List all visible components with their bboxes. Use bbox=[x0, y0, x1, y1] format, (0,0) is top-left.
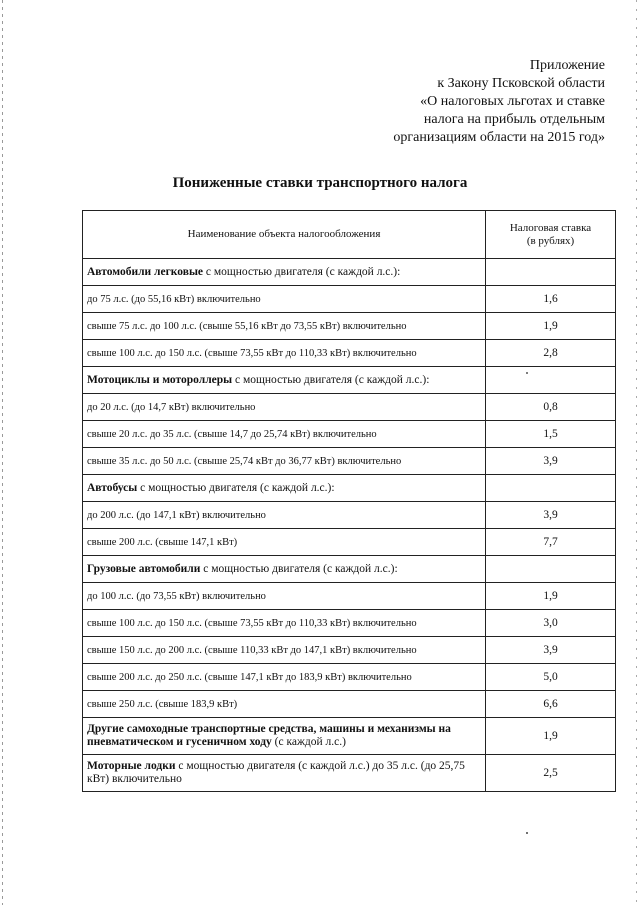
category-note: с мощностью двигателя (с каждой л.с.): bbox=[203, 265, 401, 278]
category-name: Автобусы bbox=[87, 481, 138, 494]
table-row bbox=[83, 664, 616, 691]
table-row bbox=[83, 529, 616, 556]
category-cell bbox=[83, 475, 486, 502]
object-cell: до 75 л.с. (до 55,16 кВт) включительно bbox=[83, 286, 486, 313]
table-row bbox=[83, 421, 616, 448]
category-cell bbox=[83, 367, 486, 394]
table-row bbox=[83, 691, 616, 718]
table-row bbox=[83, 448, 616, 475]
category-note: с мощностью двигателя (с каждой л.с.): bbox=[137, 481, 335, 494]
scan-speck bbox=[526, 372, 528, 374]
appendix-line: Приложение bbox=[529, 58, 605, 73]
table-row bbox=[83, 610, 616, 637]
appendix-line: к Закону Псковской области bbox=[437, 76, 605, 91]
category-cell bbox=[83, 259, 486, 286]
category-name: Автомобили легковые bbox=[87, 265, 204, 278]
rate-value: 1,9 bbox=[486, 583, 616, 610]
rate-value: 1,9 bbox=[486, 718, 616, 755]
rate-value: 3,0 bbox=[486, 610, 616, 637]
rate-value: 3,9 bbox=[486, 448, 616, 475]
object-cell: свыше 250 л.с. (свыше 183,9 кВт) bbox=[83, 691, 486, 718]
category-name: Другие самоходные транспортные средства, машины и механизмы на пневматическом и гусеничном ходу bbox=[87, 723, 451, 748]
category-cell bbox=[83, 755, 486, 792]
category-note: (с каждой л.с.) bbox=[271, 736, 346, 748]
rate-value: 1,9 bbox=[486, 313, 616, 340]
table-row-category bbox=[83, 718, 616, 755]
rate-value bbox=[486, 259, 616, 286]
table-row-category bbox=[83, 367, 616, 394]
table-row bbox=[83, 394, 616, 421]
rate-value: 0,8 bbox=[486, 394, 616, 421]
table-row-category bbox=[83, 556, 616, 583]
category-cell bbox=[83, 718, 486, 755]
rate-value: 1,6 bbox=[486, 286, 616, 313]
scan-edge-right bbox=[636, 0, 637, 905]
object-cell: до 200 л.с. (до 147,1 кВт) включительно bbox=[83, 502, 486, 529]
category-name: Грузовые автомобили bbox=[87, 562, 201, 575]
header-object-name: Наименование объекта налогообложения bbox=[83, 211, 486, 259]
category-note: с мощностью двигателя (с каждой л.с.) до 35 л.с. (до 25,75 кВт) включительно bbox=[87, 760, 465, 785]
rate-value: 3,9 bbox=[486, 637, 616, 664]
rate-value: 7,7 bbox=[486, 529, 616, 556]
document-title: Пониженные ставки транспортного налога bbox=[172, 175, 468, 191]
rate-value: 2,8 bbox=[486, 340, 616, 367]
rate-value: 2,5 bbox=[486, 755, 616, 792]
rate-value: 5,0 bbox=[486, 664, 616, 691]
object-cell: свыше 100 л.с. до 150 л.с. (свыше 73,55 кВт до 110,33 кВт) включительно bbox=[83, 340, 486, 367]
table-row bbox=[83, 340, 616, 367]
object-cell: свыше 100 л.с. до 150 л.с. (свыше 73,55 кВт до 110,33 кВт) включительно bbox=[83, 610, 486, 637]
object-cell: до 20 л.с. (до 14,7 кВт) включительно bbox=[83, 394, 486, 421]
object-cell: свыше 75 л.с. до 100 л.с. (свыше 55,16 кВт до 73,55 кВт) включительно bbox=[83, 313, 486, 340]
object-cell: свыше 20 л.с. до 35 л.с. (свыше 14,7 до 25,74 кВт) включительно bbox=[83, 421, 486, 448]
table-row bbox=[83, 637, 616, 664]
table-row bbox=[83, 502, 616, 529]
rate-value bbox=[486, 475, 616, 502]
object-cell: свыше 200 л.с. (свыше 147,1 кВт) bbox=[83, 529, 486, 556]
table-row bbox=[83, 583, 616, 610]
object-cell: до 100 л.с. (до 73,55 кВт) включительно bbox=[83, 583, 486, 610]
object-cell: свыше 150 л.с. до 200 л.с. (свыше 110,33 кВт до 147,1 кВт) включительно bbox=[83, 637, 486, 664]
scan-edge-left bbox=[2, 0, 3, 905]
header-tax-rate bbox=[486, 211, 616, 259]
object-cell: свыше 200 л.с. до 250 л.с. (свыше 147,1 кВт до 183,9 кВт) включительно bbox=[83, 664, 486, 691]
table-header-row bbox=[83, 211, 616, 259]
table-row-category bbox=[83, 755, 616, 792]
rate-value: 1,5 bbox=[486, 421, 616, 448]
category-note: с мощностью двигателя (с каждой л.с.): bbox=[232, 373, 430, 386]
table-row bbox=[83, 313, 616, 340]
scan-speck bbox=[526, 832, 528, 834]
appendix-header bbox=[393, 57, 605, 147]
object-cell: свыше 35 л.с. до 50 л.с. (свыше 25,74 кВт до 36,77 кВт) включительно bbox=[83, 448, 486, 475]
category-name: Моторные лодки bbox=[87, 760, 176, 772]
category-cell bbox=[83, 556, 486, 583]
tax-rates-table bbox=[82, 210, 616, 792]
appendix-line: организациям области на 2015 год» bbox=[393, 130, 605, 145]
category-name: Мотоциклы и мотороллеры bbox=[87, 373, 233, 386]
table-row-category bbox=[83, 259, 616, 286]
appendix-line: «О налоговых льготах и ставке bbox=[420, 94, 605, 109]
rate-value: 6,6 bbox=[486, 691, 616, 718]
rate-value bbox=[486, 556, 616, 583]
table-row bbox=[83, 286, 616, 313]
table-row-category bbox=[83, 475, 616, 502]
rate-value bbox=[486, 367, 616, 394]
appendix-line: налога на прибыль отдельным bbox=[423, 112, 605, 127]
category-note: с мощностью двигателя (с каждой л.с.): bbox=[200, 562, 398, 575]
header-tax-rate-line1: Налоговая ставка bbox=[509, 221, 592, 234]
rate-value: 3,9 bbox=[486, 502, 616, 529]
header-tax-rate-line2: (в рублях) bbox=[526, 234, 575, 247]
